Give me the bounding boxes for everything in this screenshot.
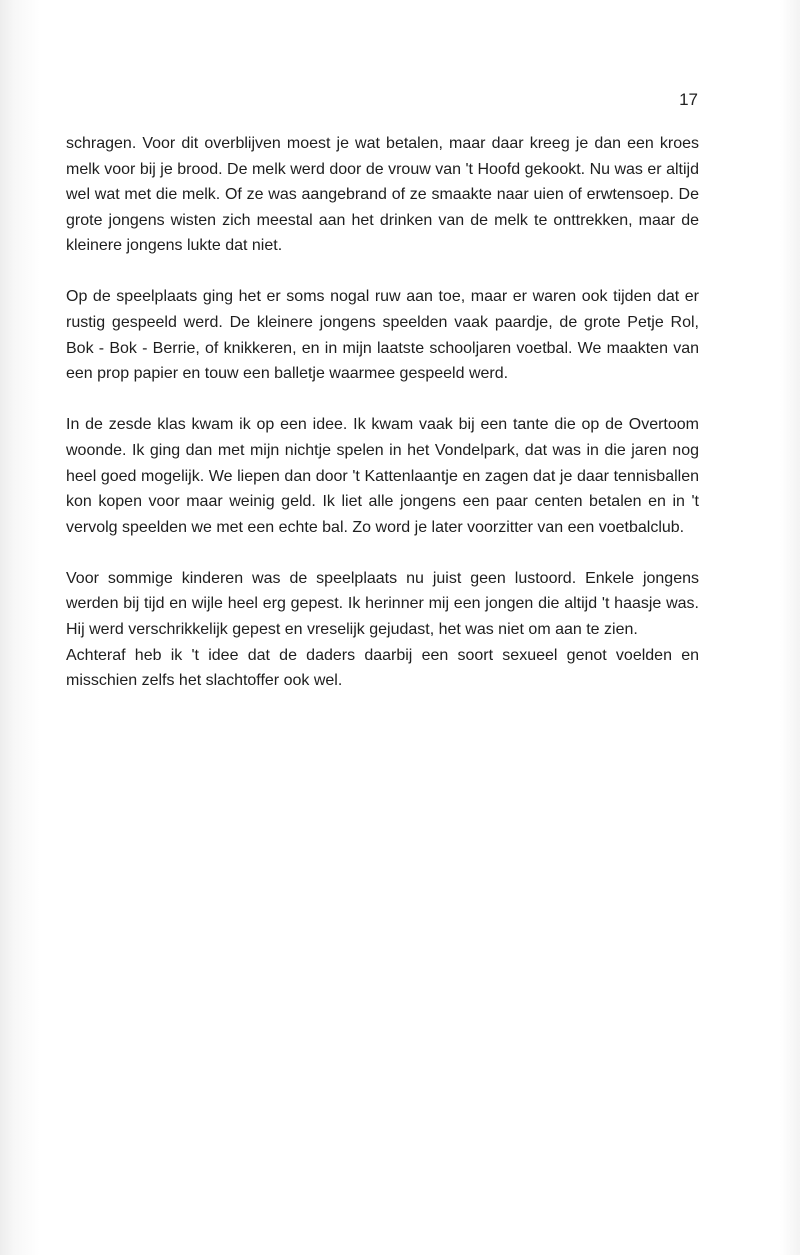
paragraph-bullying: Voor sommige kinderen was de speelplaats nu juist geen lustoord. Enkele jongens werden bij tijd en wijle heel erg gepest. Ik herinner mij een jongen die altijd 't haasje was. Hij werd verschrikkelijk gepest en vreselijk gejudast, het was niet om aan te zien.	[66, 569, 699, 638]
paragraph-tennis-ball: In de zesde klas kwam ik op een idee. Ik kwam vaak bij een tante die op de Overtoom woonde. Ik ging dan met mijn nichtje spelen in het Vondelpark, dat was in die jaren nog heel goed mogelijk. We liepen dan door 't Kattenlaantje en zagen dat je daar tennisballen kon kopen voor maar weinig geld. Ik liet alle jongens een paar centen betalen en in 't vervolg speelden we met een echte bal. Zo word je later voorzitter van een voetbalclub.	[66, 416, 699, 536]
body-text	[66, 131, 699, 694]
page-number: 17	[679, 90, 698, 109]
paragraph-afterthought: Achteraf heb ik 't idee dat de daders daarbij een soort sexueel genot voelden en misschien zelfs het slachtoffer ook wel.	[66, 646, 699, 690]
paragraph-playground-games: Op de speelplaats ging het er soms nogal ruw aan toe, maar er waren ook tijden dat er rustig gespeeld werd. De kleinere jongens speelden vaak paardje, de grote Petje Rol, Bok - Bok - Berrie, of knikkeren, en in mijn laatste schooljaren voetbal. We maakten van een prop papier en touw een balletje waarmee gespeeld werd.	[66, 288, 699, 383]
paragraph-lunch-milk: schragen. Voor dit overblijven moest je wat betalen, maar daar kreeg je dan een kroes melk voor bij je brood. De melk werd door de vrouw van 't Hoofd gekookt. Nu was er altijd wel wat met die melk. Of ze was aangebrand of ze smaakte naar uien of erwtensoep. De grote jongens wisten zich meestal aan het drinken van de melk te onttrekken, maar de kleinere jongens lukte dat niet.	[66, 135, 699, 255]
